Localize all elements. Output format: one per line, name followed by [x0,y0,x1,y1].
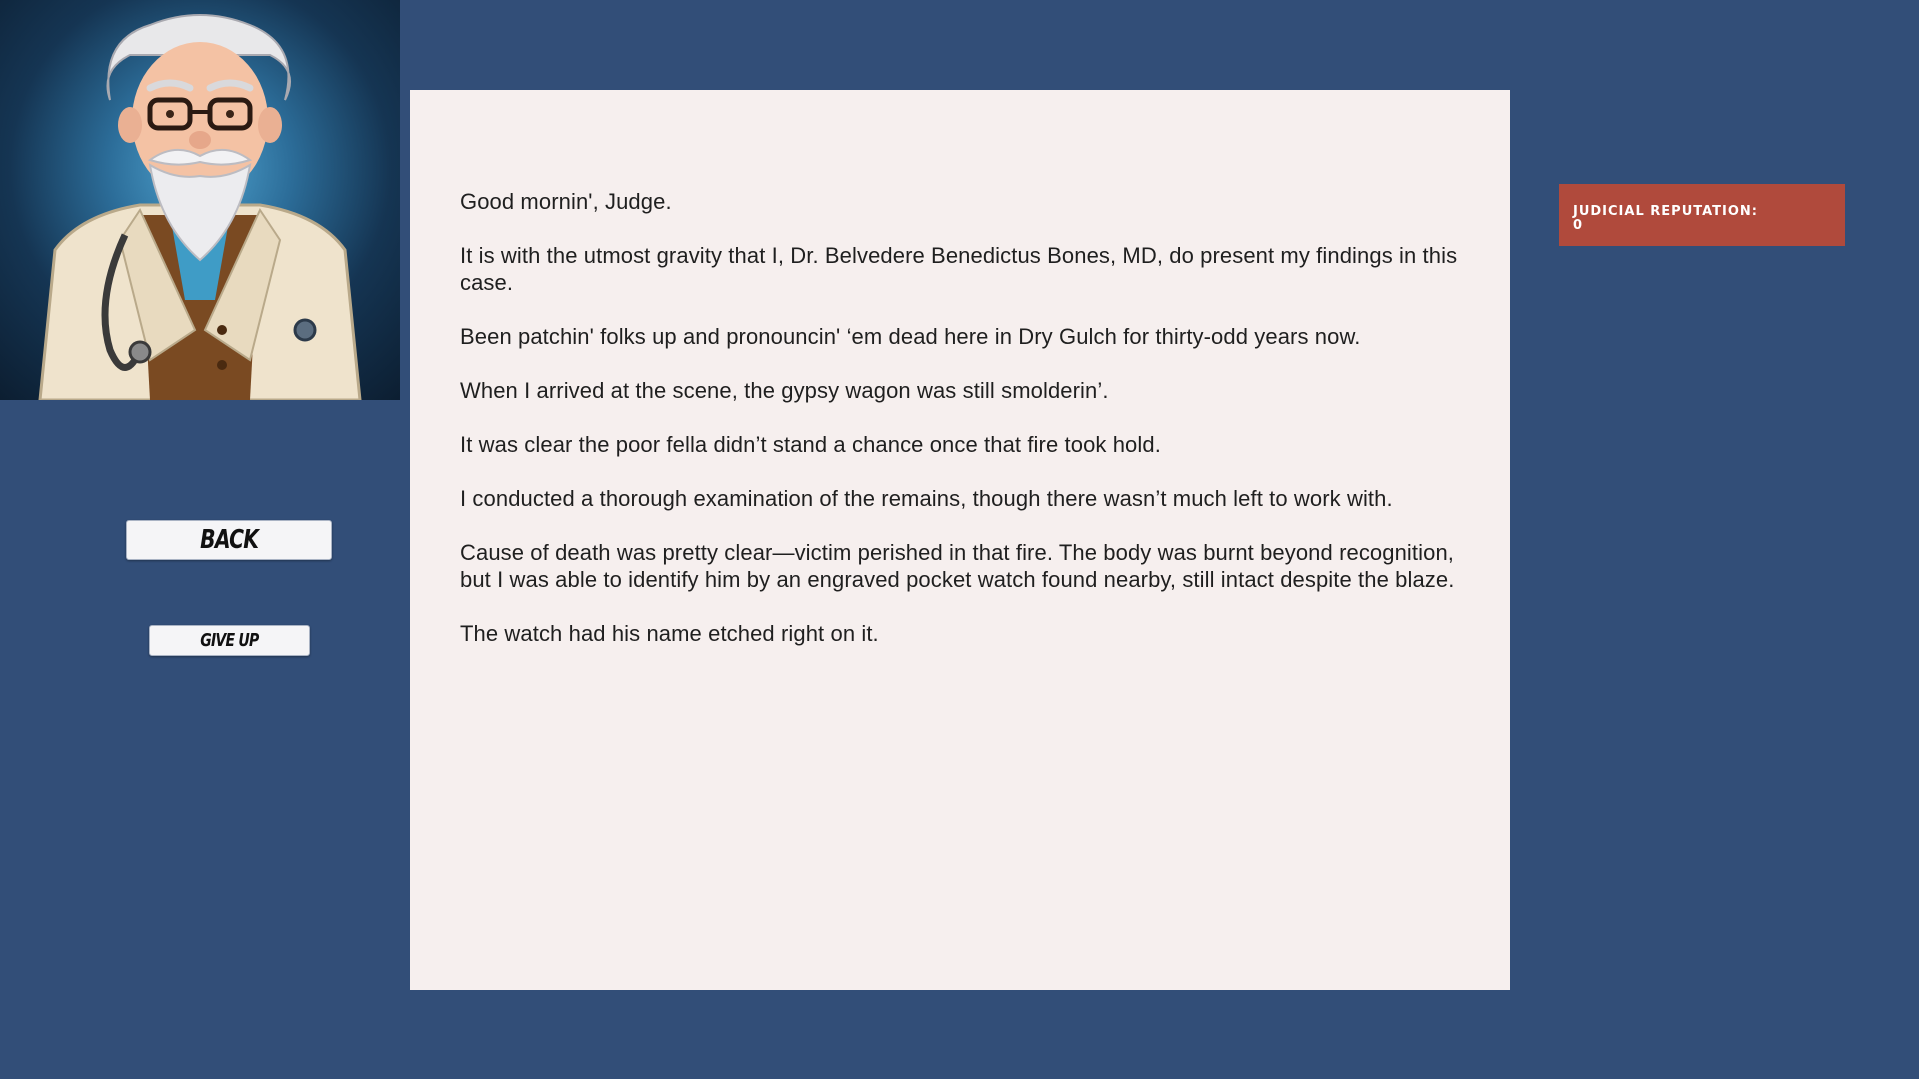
testimony-paragraph: Cause of death was pretty clear—victim perished in that fire. The body was burnt beyond recognition, but I was able to identify him by an engraved pocket watch found nearby, still intact despite the blaze. [460,540,1455,592]
character-portrait [0,0,400,400]
testimony-paragraph: Good mornin', Judge. [460,189,672,214]
testimony-paragraph: When I arrived at the scene, the gypsy wagon was still smolderin’. [460,378,1109,403]
testimony-paragraph: The watch had his name etched right on it. [460,621,879,646]
give-up-button-label: GIVE UP [200,630,259,651]
testimony-paragraph: It was clear the poor fella didn’t stand a chance once that fire took hold. [460,432,1161,457]
give-up-button[interactable] [149,625,310,656]
testimony-paragraph: Been patchin' folks up and pronouncin' ‘em dead here in Dry Gulch for thirty-odd years now. [460,324,1361,349]
testimony-paragraph: It is with the utmost gravity that I, Dr. Belvedere Benedictus Bones, MD, do present my findings in this case. [460,243,1458,295]
testimony-panel [410,90,1510,990]
reputation-value: 0 [1573,218,1584,233]
back-button[interactable] [126,520,332,560]
doctor-portrait-icon [0,0,400,400]
testimony-paragraph: I conducted a thorough examination of the remains, though there wasn’t much left to work with. [460,486,1393,511]
back-button-label: BACK [199,525,259,555]
reputation-label: JUDICIAL REPUTATION: [1573,204,1758,219]
judicial-reputation-badge [1559,184,1845,246]
